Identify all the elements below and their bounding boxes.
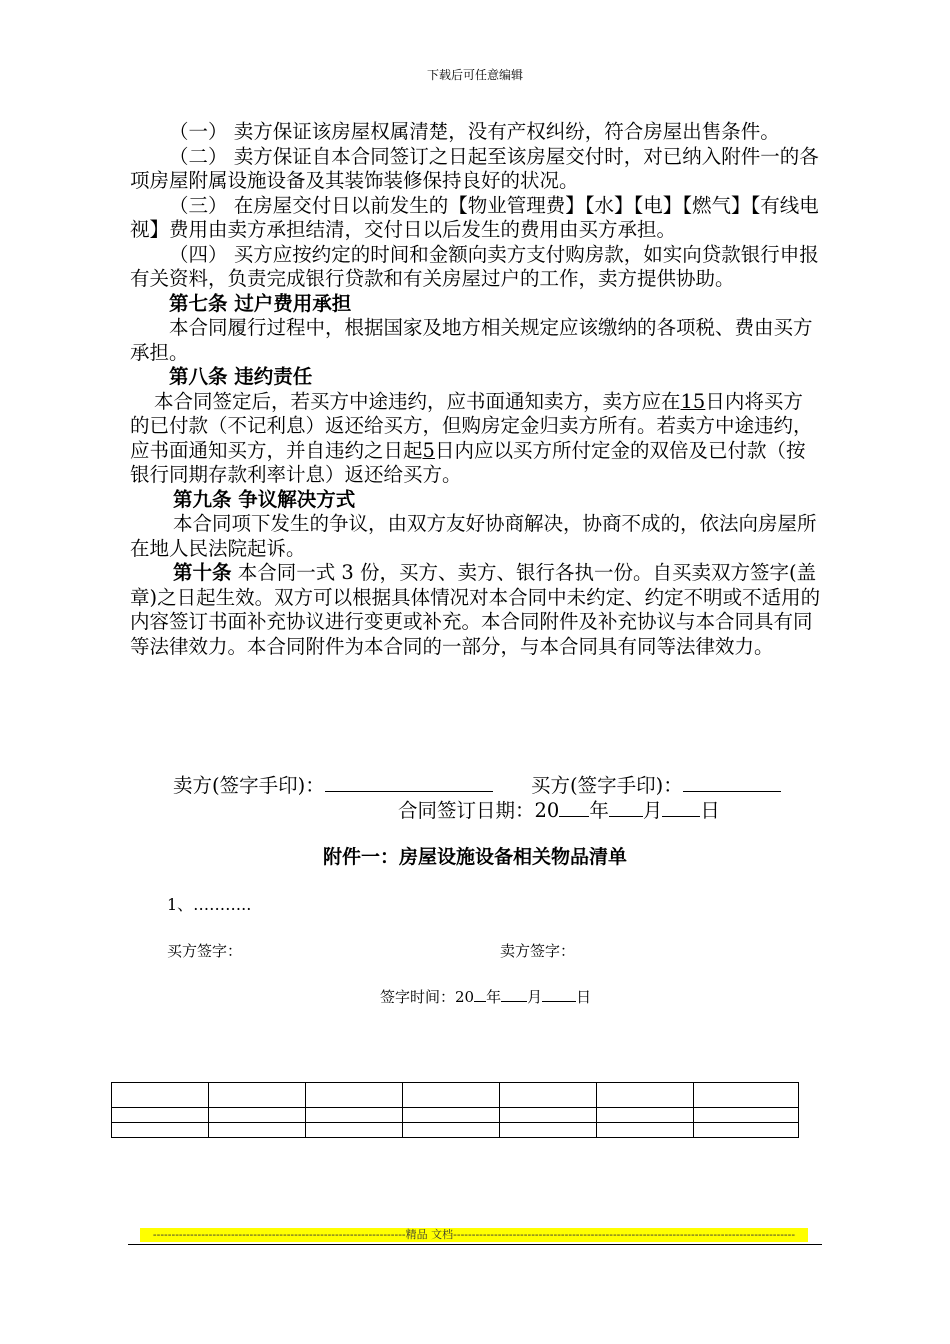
seller-signature-blank[interactable] [325, 773, 493, 792]
clause-3: （三） 在房屋交付日以前发生的【物业管理费】【水】【电】【燃气】【有线电视】费用由卖方承担结清，交付日以后发生的费用由买方承担。 [130, 193, 819, 241]
year-label: 年 [589, 799, 609, 822]
day-label: 日 [700, 799, 720, 822]
table-cell [209, 1108, 306, 1123]
table-cell [209, 1123, 306, 1138]
article-8-title: 第八条 违约责任 [169, 365, 313, 388]
contract-date-line [398, 795, 720, 823]
table-cell [694, 1108, 799, 1123]
attachment-title: 附件一：房屋设施设备相关物品清单 [322, 846, 627, 868]
table-cell [694, 1083, 799, 1108]
table-row [112, 1108, 799, 1123]
table-cell [306, 1108, 403, 1123]
sign-day-label: 日 [576, 988, 592, 1006]
article-10-body: 本合同一式 3 份，买方、卖方、银行各执一份。自买卖双方签字(盖章)之日起生效。双方可以根据具体情况对本合同中未约定、约定不明或不适用的内容签订书面补充协议进行变更或补充。本合同附件及补充协议与本合同具有同等法律效力。本合同附件为本合同的一部分，与本合同具有同等法律效力。 [130, 561, 821, 658]
table-cell [306, 1083, 403, 1108]
article-8-text-2: 日内将买方的已付款（不记利息）返还给买方，但购房定金归卖方所有。若卖方中途违约，应书面通知买方，并自违约之日起 [130, 389, 813, 462]
article-10-title: 第十条 [173, 561, 232, 584]
sign-day-blank[interactable] [542, 987, 576, 1002]
buyer-signature-blank[interactable] [683, 773, 781, 792]
sign-month-label: 月 [527, 988, 543, 1006]
buyer-signature-label: 买方(签字手印)： [531, 774, 683, 797]
table-cell [403, 1108, 500, 1123]
table-cell [597, 1083, 694, 1108]
table-cell [112, 1108, 209, 1123]
sign-year-blank[interactable] [474, 987, 486, 1002]
attachment-seller-sign: 卖方签字： [500, 942, 576, 960]
article-10-text [130, 561, 822, 659]
sign-time-label: 签字时间：20 [380, 988, 475, 1006]
sign-month-blank[interactable] [501, 987, 527, 1002]
article-7-text: 本合同履行过程中，根据国家及地方相关规定应该缴纳的各项税、费由买方承担。 [130, 316, 813, 364]
attachment-item-1: 1、……….. [167, 895, 252, 914]
footer-dashes-left: -------------------------------------------------------------------- [152, 1228, 406, 1241]
buyer-signature-line [531, 770, 781, 798]
table-cell [306, 1123, 403, 1138]
contract-date-label: 合同签订日期：20 [398, 799, 560, 822]
days-5: 5 [422, 438, 435, 462]
article-8-text-1: 本合同签定后，若买方中途违约，应书面通知卖方，卖方应在 [154, 389, 681, 413]
table-row [112, 1083, 799, 1108]
contract-year-blank[interactable] [559, 798, 589, 817]
article-9-text: 本合同项下发生的争议，由双方友好协商解决，协商不成的，依法向房屋所在地人民法院起诉。 [130, 512, 817, 560]
page-header: 下载后可任意编辑 [426, 68, 523, 82]
seller-signature-line [173, 770, 493, 798]
article-8-text-3: 日内应以买方所付定金的双倍及已付款（按银行同期存款利率计息）返还给买方。 [130, 438, 806, 486]
sign-year-label: 年 [486, 988, 502, 1006]
table-cell [112, 1123, 209, 1138]
items-table [111, 1082, 799, 1138]
month-label: 月 [642, 799, 663, 822]
table-cell [597, 1108, 694, 1123]
table-cell [403, 1083, 500, 1108]
footer-banner [140, 1228, 808, 1242]
table-cell [694, 1123, 799, 1138]
attachment-sign-time [380, 986, 591, 1007]
table-cell [500, 1108, 597, 1123]
days-15: 15 [680, 389, 706, 413]
table-cell [112, 1083, 209, 1108]
contract-body [130, 120, 822, 659]
table-row [112, 1123, 799, 1138]
contract-day-blank[interactable] [662, 798, 700, 817]
clause-1: （一） 卖方保证该房屋权属清楚，没有产权纠纷，符合房屋出售条件。 [169, 120, 780, 143]
attachment-buyer-sign: 买方签字： [167, 942, 243, 960]
contract-month-blank[interactable] [609, 798, 643, 817]
table-cell [500, 1123, 597, 1138]
table-cell [209, 1083, 306, 1108]
footer-rule [128, 1244, 822, 1245]
clause-2: （二） 卖方保证自本合同签订之日起至该房屋交付时，对已纳入附件一的各项房屋附属设施设备及其装饰装修保持良好的状况。 [130, 144, 819, 192]
table-cell [403, 1123, 500, 1138]
article-9-title: 第九条 争议解决方式 [173, 487, 356, 511]
footer-text: 精品 文档 [405, 1228, 454, 1241]
table-cell [500, 1083, 597, 1108]
clause-4: （四） 买方应按约定的时间和金额向卖方支付购房款，如实向贷款银行申报有关资料，负责完成银行贷款和有关房屋过户的工作，卖方提供协助。 [130, 242, 819, 290]
table-cell [597, 1123, 694, 1138]
seller-signature-label: 卖方(签字手印)： [173, 774, 325, 797]
footer-dashes-right: -------------------------------------------------------------------------------------------- [453, 1228, 796, 1241]
article-7-title: 第七条 过户费用承担 [169, 291, 352, 315]
article-8-text [130, 390, 822, 488]
